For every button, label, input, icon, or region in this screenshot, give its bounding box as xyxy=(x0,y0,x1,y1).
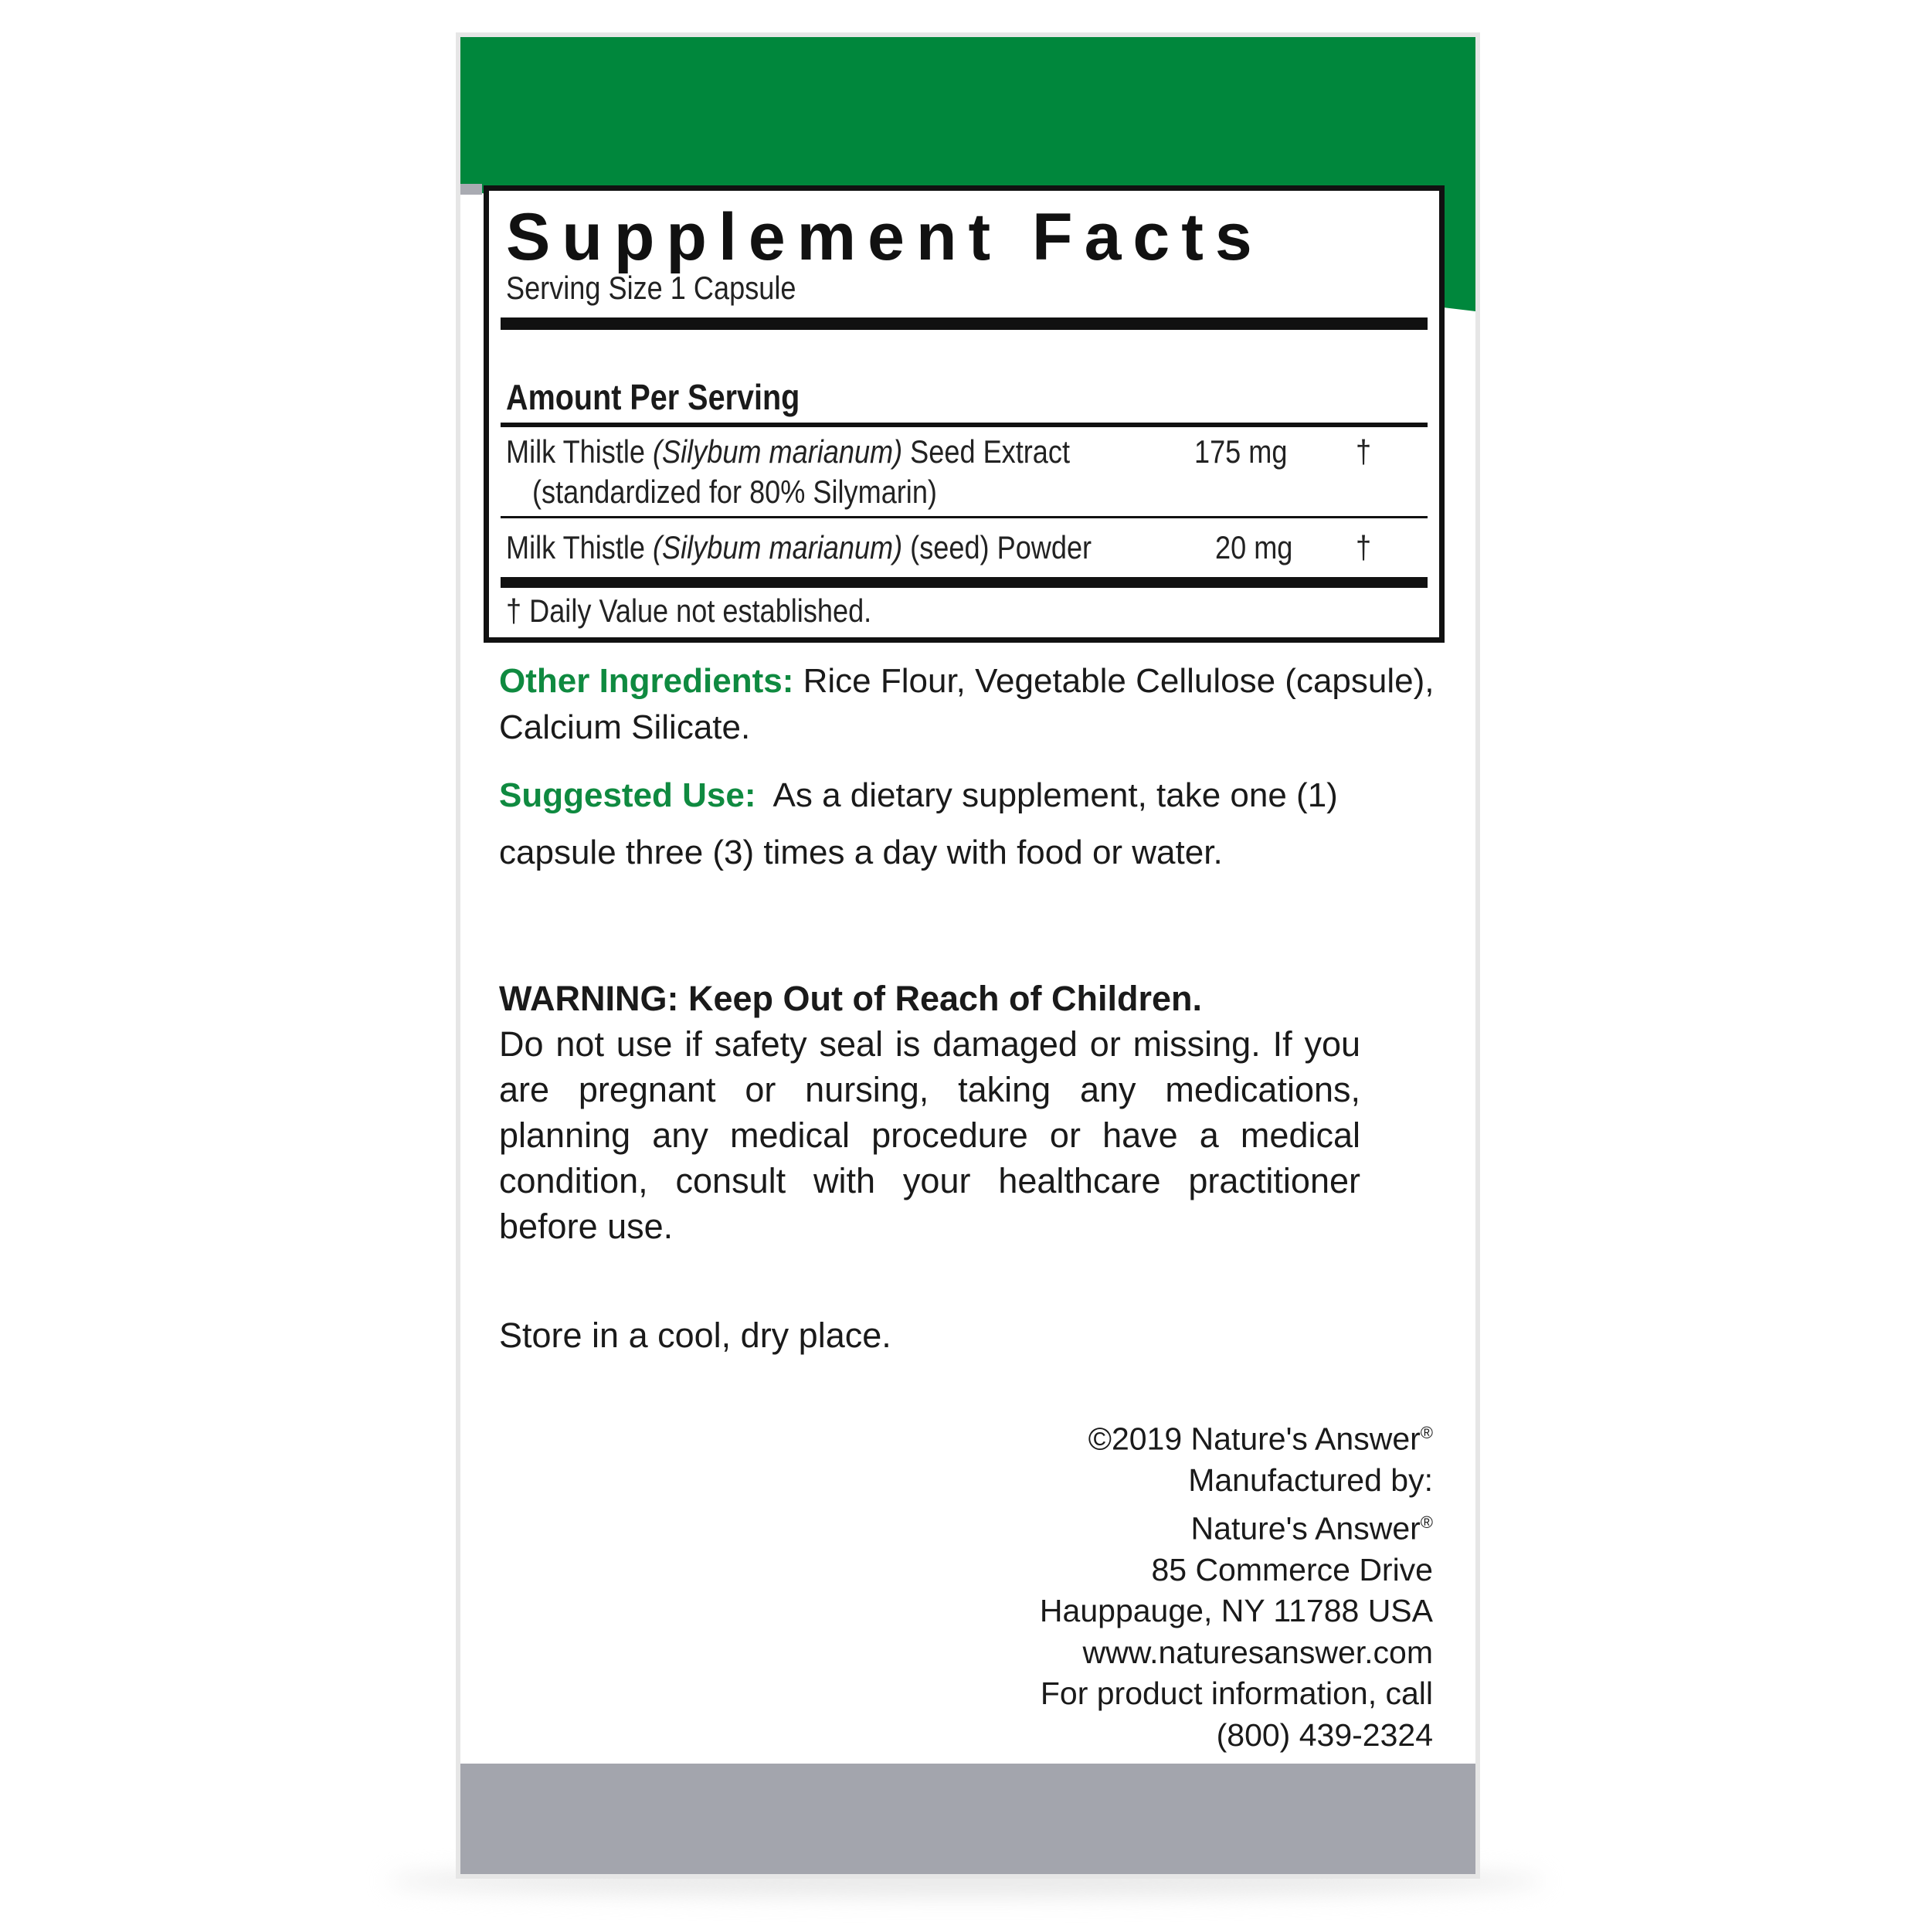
storage-instructions: Store in a cool, dry place. xyxy=(499,1316,891,1355)
supplement-facts-box xyxy=(484,185,1445,643)
copyright-line xyxy=(1040,1412,1433,1460)
company-line xyxy=(1040,1502,1433,1550)
phone-number[interactable]: (800) 439-2324 xyxy=(1216,1716,1433,1753)
warning-title: WARNING: Keep Out of Reach of Children. xyxy=(499,979,1203,1018)
address-line-1: 85 Commerce Drive xyxy=(1151,1551,1433,1587)
footer-gray-band xyxy=(460,1764,1475,1874)
ingredient-row-1-standardization: (standardized for 80% Silymarin) xyxy=(532,474,937,510)
thick-rule xyxy=(501,317,1428,330)
label-panel xyxy=(456,32,1480,1879)
suggested-use xyxy=(499,767,1338,881)
warning-block xyxy=(499,976,1360,1249)
ingredient-name-suffix: (seed) Powder xyxy=(902,529,1092,565)
suggested-use-line1: As a dietary supplement, take one (1) xyxy=(755,776,1338,814)
ingredient-latin-name: (Silybum marianum) xyxy=(653,529,903,565)
daily-value-footnote: † Daily Value not established. xyxy=(506,593,872,629)
registered-mark: ® xyxy=(1420,1512,1433,1532)
ingredient-name-suffix: Seed Extract xyxy=(902,433,1070,470)
ingredient-row-1-name xyxy=(506,433,1070,470)
warning-text: Do not use if safety seal is damaged or missing. If you are pregnant or nursing, taking any medications, planning any medical procedure or have a medical condition, consult with your healthcare practitioner before use. xyxy=(499,1024,1360,1246)
medium-rule xyxy=(501,423,1428,427)
ingredient-row-1-amount: 175 mg xyxy=(1194,433,1288,470)
suggested-use-label: Suggested Use: xyxy=(499,776,756,814)
address-line-2: Hauppauge, NY 11788 USA xyxy=(1039,1593,1433,1629)
copyright-text: ©2019 Nature's Answer xyxy=(1088,1421,1421,1457)
website-link[interactable]: www.naturesanswer.com xyxy=(1082,1634,1433,1670)
manufactured-by: Manufactured by: xyxy=(1188,1462,1433,1499)
registered-mark: ® xyxy=(1420,1423,1433,1442)
company-name: Nature's Answer xyxy=(1190,1510,1421,1547)
ingredient-row-2-name xyxy=(506,529,1092,566)
serving-size: Serving Size 1 Capsule xyxy=(506,270,796,306)
other-ingredients-line1: Rice Flour, Vegetable Cellulose (capsule), xyxy=(793,662,1435,700)
other-ingredients-line2: Calcium Silicate. xyxy=(499,708,751,746)
suggested-use-line2: capsule three (3) times a day with food or water. xyxy=(499,834,1223,871)
product-info-line: For product information, call xyxy=(1040,1676,1433,1712)
thick-rule-bottom xyxy=(501,577,1428,588)
ingredient-row-1-dv: † xyxy=(1356,433,1372,470)
ingredient-name-plain: Milk Thistle xyxy=(506,529,654,565)
ingredient-name-plain: Milk Thistle xyxy=(506,433,654,470)
ingredient-row-2-amount: 20 mg xyxy=(1215,529,1293,565)
ingredient-latin-name: (Silybum marianum) xyxy=(653,433,903,470)
gray-notch xyxy=(460,184,482,195)
thin-rule xyxy=(501,516,1428,518)
other-ingredients-label: Other Ingredients: xyxy=(499,662,794,700)
manufacturer-info xyxy=(1040,1412,1433,1756)
ingredient-row-2-dv: † xyxy=(1356,529,1372,565)
facts-title: Supplement Facts xyxy=(506,200,1264,274)
amount-per-serving-header: Amount Per Serving xyxy=(506,377,800,417)
other-ingredients xyxy=(499,658,1434,751)
